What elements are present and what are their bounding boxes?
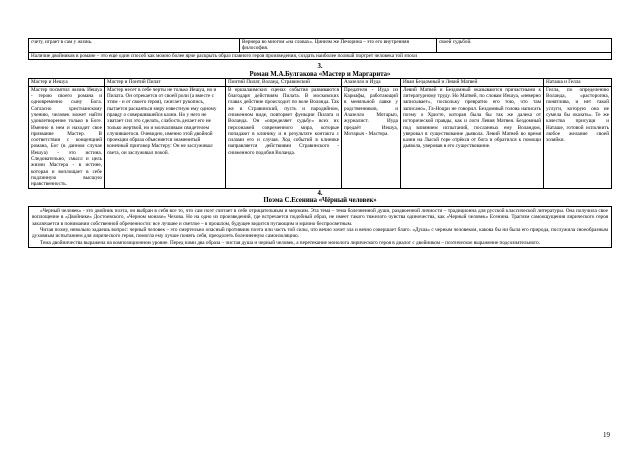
section-title: Поэма С.Есенина «Чёрный человек» — [263, 197, 377, 205]
column-header: Наташа и Гелла — [544, 79, 612, 86]
column-header: Мастер и Иешуа — [29, 79, 105, 86]
table-row — [29, 86, 612, 188]
comparison-table — [28, 78, 612, 188]
table-cell: Левий Матвей и Бездомный оказываются причастными к литературному труду. Но Матвей, по словам Иешуа, «неверно записывает», поскольку превратно его тою, что там записано», Га-Ноцри не говорил. Бездомный голова написать поэму о Христе, которая была бы так же далека от исторической правды, как и логи Левия Матвея. Бездомный под влиянием испытаний, посланных ему Воландом, уверовал в существование дьявола. Левий Матвей во время казни на Лысой горе отрёкся от бога и обратился к помощи дьявола, уверовав в его существование. — [401, 86, 544, 188]
document-page — [28, 0, 612, 248]
table-cell: Гелла, по определению Воланда, «расторопна, понятлива, и нет такой услуги, которую она не сумела бы оказать». Те же качества присущи и Наташе, готовой исполнить любое желание своей хозяйки. — [544, 86, 612, 188]
table-cell: Мастер посвятил жизнь Иешуа - герою своего романа и одновременно сыну Бога. Согласно христианскому учению, человек может найти удовлетворение только в Боге. Именно в нем и находит свое призвание Мастер. В соответствии с концепцией романа, Бог (в данном случае Иешуа) - это истина. Следовательно, смысл и цель жизни Мастера - в истине, которая и воплощает в себе подлинную высшую нравственность. — [29, 86, 105, 188]
summary-note: Наличие двойников в романе – это еще один способ как можно более ярче раскрыть образ главного героя произведения, создать наиболее полный портрет человека той эпохи — [28, 53, 612, 60]
paragraph: Тема двойничества выражена на композиционном уровне. Перед нами два образа – чистая душа и черный человек, а перетекание монолога лирического героя в диалог с двойником – поэтическое выражение подсознательного. — [40, 239, 541, 246]
column-header: Иван Бездомный и Левий Матвей — [401, 79, 544, 86]
table-row — [29, 39, 612, 53]
section-title: Роман М.А.Булгакова «Мастер и Маргарита» — [249, 70, 391, 78]
column-header: Азазелло и Иуда — [342, 79, 401, 86]
table-cell: счету, играет в сам у жизнь. — [29, 39, 240, 53]
paragraph: Читая поэму, невольно задаешь вопрос: черный человек – это смертельно опасный противник поэта или часть той силы, что вечно хочет зла и вечно совершает благо. «Душа» с черным человеком, какова бы ни была его природа, послужила своеобразным духовным испытанием для лирического героя, помогла ему лучше понять себя, преодолеть болезненную самоизоляцию. — [32, 227, 608, 240]
table-cell: В ершалаимских сценах события развиваются благодаря действиям Пилата. В московских главах действие происходит по воле Воланда. Так же и Стравинский, пусть и пародийном, сниженном виде, повторяет функции Пилата и Воланда. Он «определяет судьбу» всех их персонажей современного мира, которые попадают в клинику и в результате контакта с силами его и случая. Ход событий в клинике направляется действиями Стравинского - сниженного подобия Воланда. — [226, 86, 342, 188]
column-header: Понтий Пилат, Воланд, Стравинский — [226, 79, 342, 86]
column-header: Мастер и Понтий Пилат — [105, 79, 226, 86]
section-number: 3. — [317, 62, 323, 70]
continuation-table — [28, 38, 612, 53]
essay-box — [28, 206, 612, 248]
table-cell: Мастер несет в себе черты не только Иешуа, но и Пилата. Он отрекается от своей роли (а вместе с этим - и от своего героя), сжигает рукопись, пытается раскаяться миру известную ему одному правду о совершившейся казни. Но у него не хватает сил это сделать, слабость делает его не только жертвой, но и молчаливым свидетелем случившегося. Очевидно, именно этой двойной проекции образа объясняется знаменитый конечный приговор Мастеру: Он не заслуживал света, он заслуживал покой. — [105, 86, 226, 188]
table-cell: своей судьбой. — [437, 39, 612, 53]
page-number: 19 — [603, 431, 610, 439]
paragraph: «Черный человек» - это двойник поэта, он выбран в себя все то, что сам поэт считает в себе отрицательным и мерзким. Эта тема – тема болезненной души, раздвоенной личности – традиционна для русской классической литературы. Она получила свое воплощение в «Двойнике» Достоевского, «Черном монахе» Чехова. Но на одно из произведений, где встречается подобный образ, не имеет такого тяжелого чувства одиночества, как «Черный человек» Есенина. Трагизм самоощущения лирического героя заключается в понимании собственной обреченности: все лучшее и светлое – в прошлом, будущее видится пугающим и мрачно беспросветным. — [32, 208, 608, 227]
table-cell: Вернера во многом «на словах». Цинизм же Печорина – это его внутренняя философия. — [240, 39, 437, 53]
table-header-row — [29, 79, 612, 86]
section-number: 4. — [317, 189, 323, 197]
table-cell: Предатели - Иуда из Кариафы, работающий в меняльной лавке у родственников, и Азазелло Мотарыч, журналист. Иуда предаёт Иешуа, Мотарыч - Мастера. — [342, 86, 401, 188]
